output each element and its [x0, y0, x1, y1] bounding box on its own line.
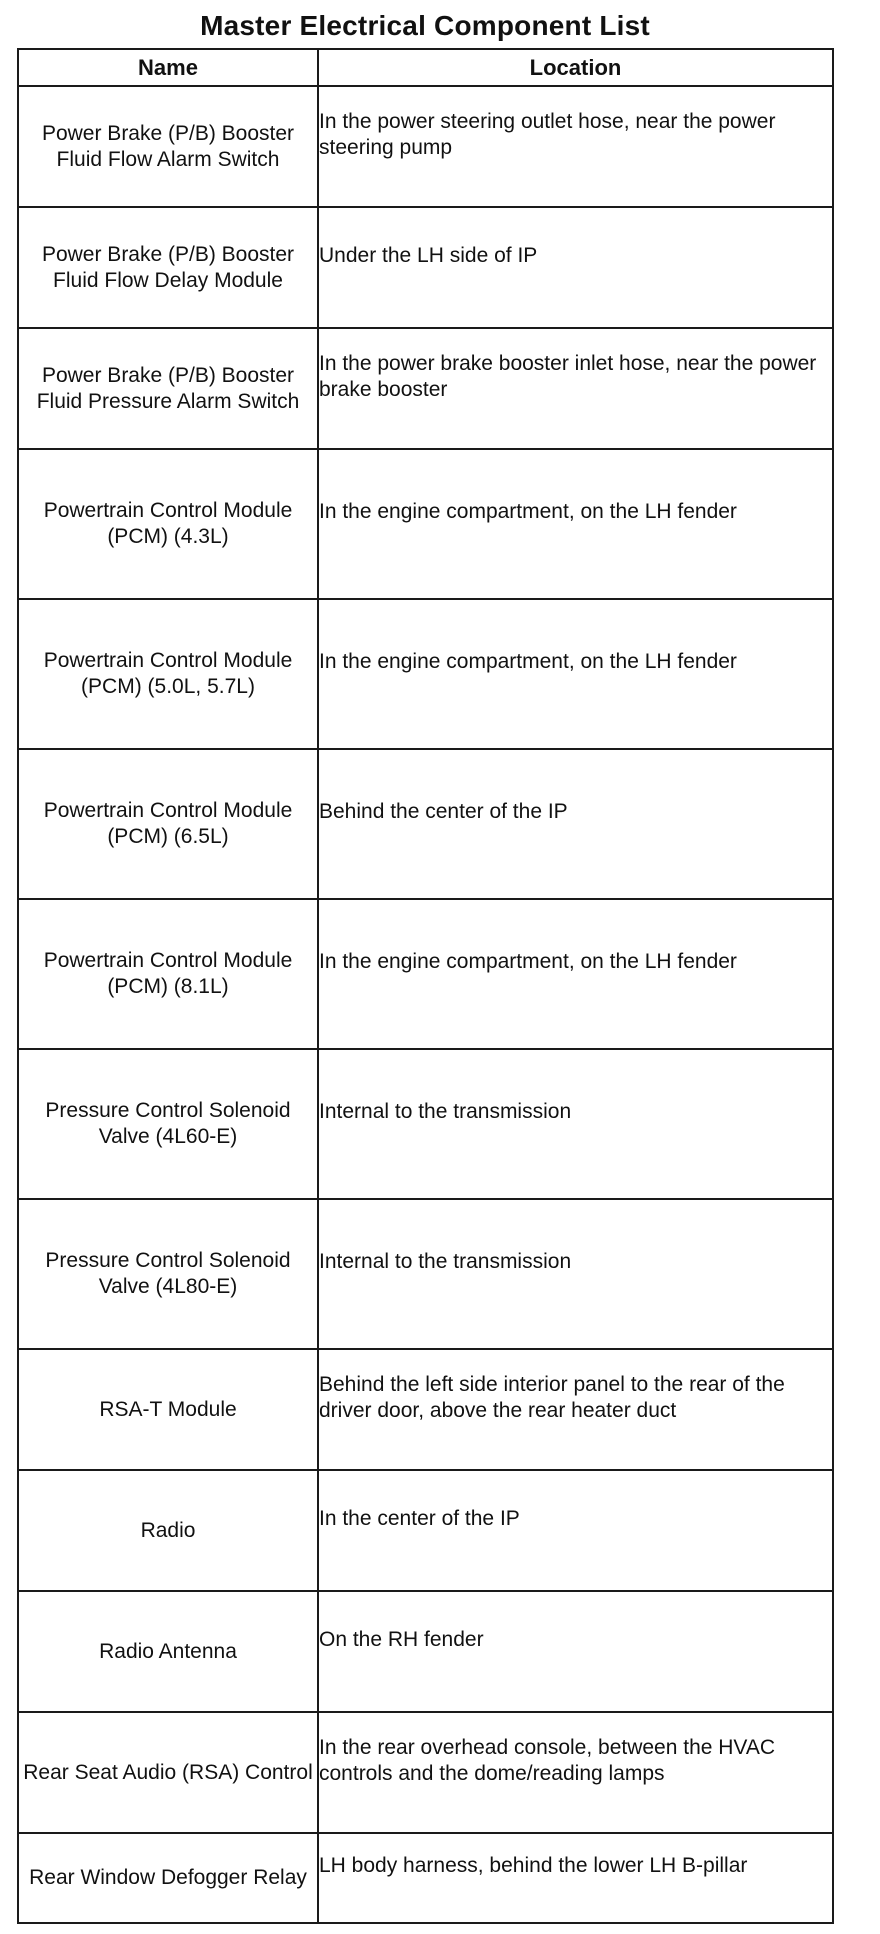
component-name: Radio Antenna [18, 1591, 318, 1712]
component-location-text: Behind the center of the IP [319, 800, 568, 823]
component-name: Rear Window Defogger Relay [18, 1833, 318, 1923]
component-name: RSA-T Module [18, 1349, 318, 1470]
table-row [18, 1049, 833, 1199]
table-row [18, 1349, 833, 1470]
table-row [18, 899, 833, 1049]
table-header-row [18, 49, 833, 86]
component-name: Powertrain Control Module (PCM) (5.0L, 5.7L) [18, 599, 318, 749]
component-name: Powertrain Control Module (PCM) (4.3L) [18, 449, 318, 599]
component-location [318, 328, 833, 449]
component-name: Rear Seat Audio (RSA) Control [18, 1712, 318, 1833]
table-row [18, 449, 833, 599]
table-row [18, 86, 833, 207]
component-location-text: In the power steering outlet hose, near the power steering pump [319, 109, 776, 159]
component-location [318, 1349, 833, 1470]
component-location-text: In the engine compartment, on the LH fender [319, 500, 737, 523]
table-row [18, 1833, 833, 1923]
component-name: Power Brake (P/B) Booster Fluid Flow Alarm Switch [18, 86, 318, 207]
table-row [18, 1199, 833, 1349]
component-name: Pressure Control Solenoid Valve (4L60-E) [18, 1049, 318, 1199]
component-location-text: LH body harness, behind the lower LH B-pillar [319, 1854, 748, 1877]
component-location [318, 1833, 833, 1923]
component-location-text: In the rear overhead console, between the HVAC controls and the dome/reading lamps [319, 1735, 776, 1785]
component-location-text: In the engine compartment, on the LH fender [319, 650, 737, 673]
component-location-text: In the power brake booster inlet hose, near the power brake booster [319, 351, 817, 401]
column-header-location: Location [318, 49, 833, 86]
table-row [18, 207, 833, 328]
component-location [318, 1199, 833, 1349]
component-location [318, 1591, 833, 1712]
component-location-text: Internal to the transmission [319, 1250, 572, 1273]
component-location [318, 1712, 833, 1833]
component-name: Powertrain Control Module (PCM) (8.1L) [18, 899, 318, 1049]
component-location-text: In the center of the IP [319, 1506, 520, 1530]
component-location [318, 449, 833, 599]
table-row [18, 599, 833, 749]
component-name: Power Brake (P/B) Booster Fluid Flow Delay Module [18, 207, 318, 328]
component-location-text: Under the LH side of IP [319, 243, 538, 267]
component-name: Power Brake (P/B) Booster Fluid Pressure Alarm Switch [18, 328, 318, 449]
component-name: Pressure Control Solenoid Valve (4L80-E) [18, 1199, 318, 1349]
component-location [318, 207, 833, 328]
component-location [318, 1049, 833, 1199]
table-row [18, 1470, 833, 1591]
component-location [318, 599, 833, 749]
component-location-text: In the engine compartment, on the LH fender [319, 950, 737, 973]
page-title: Master Electrical Component List [200, 10, 650, 41]
component-name: Powertrain Control Module (PCM) (6.5L) [18, 749, 318, 899]
component-location-text: On the RH fender [319, 1627, 484, 1651]
component-location-text: Behind the left side interior panel to the rear of the driver door, above the rear heater duct [319, 1372, 785, 1422]
component-location [318, 1470, 833, 1591]
table-row [18, 1712, 833, 1833]
component-location [318, 86, 833, 207]
component-location-text: Internal to the transmission [319, 1100, 572, 1123]
table-row [18, 749, 833, 899]
component-location [318, 899, 833, 1049]
component-location [318, 749, 833, 899]
column-header-name: Name [18, 49, 318, 86]
table-row [18, 1591, 833, 1712]
component-name: Radio [18, 1470, 318, 1591]
table-row [18, 328, 833, 449]
component-table [17, 48, 834, 1924]
